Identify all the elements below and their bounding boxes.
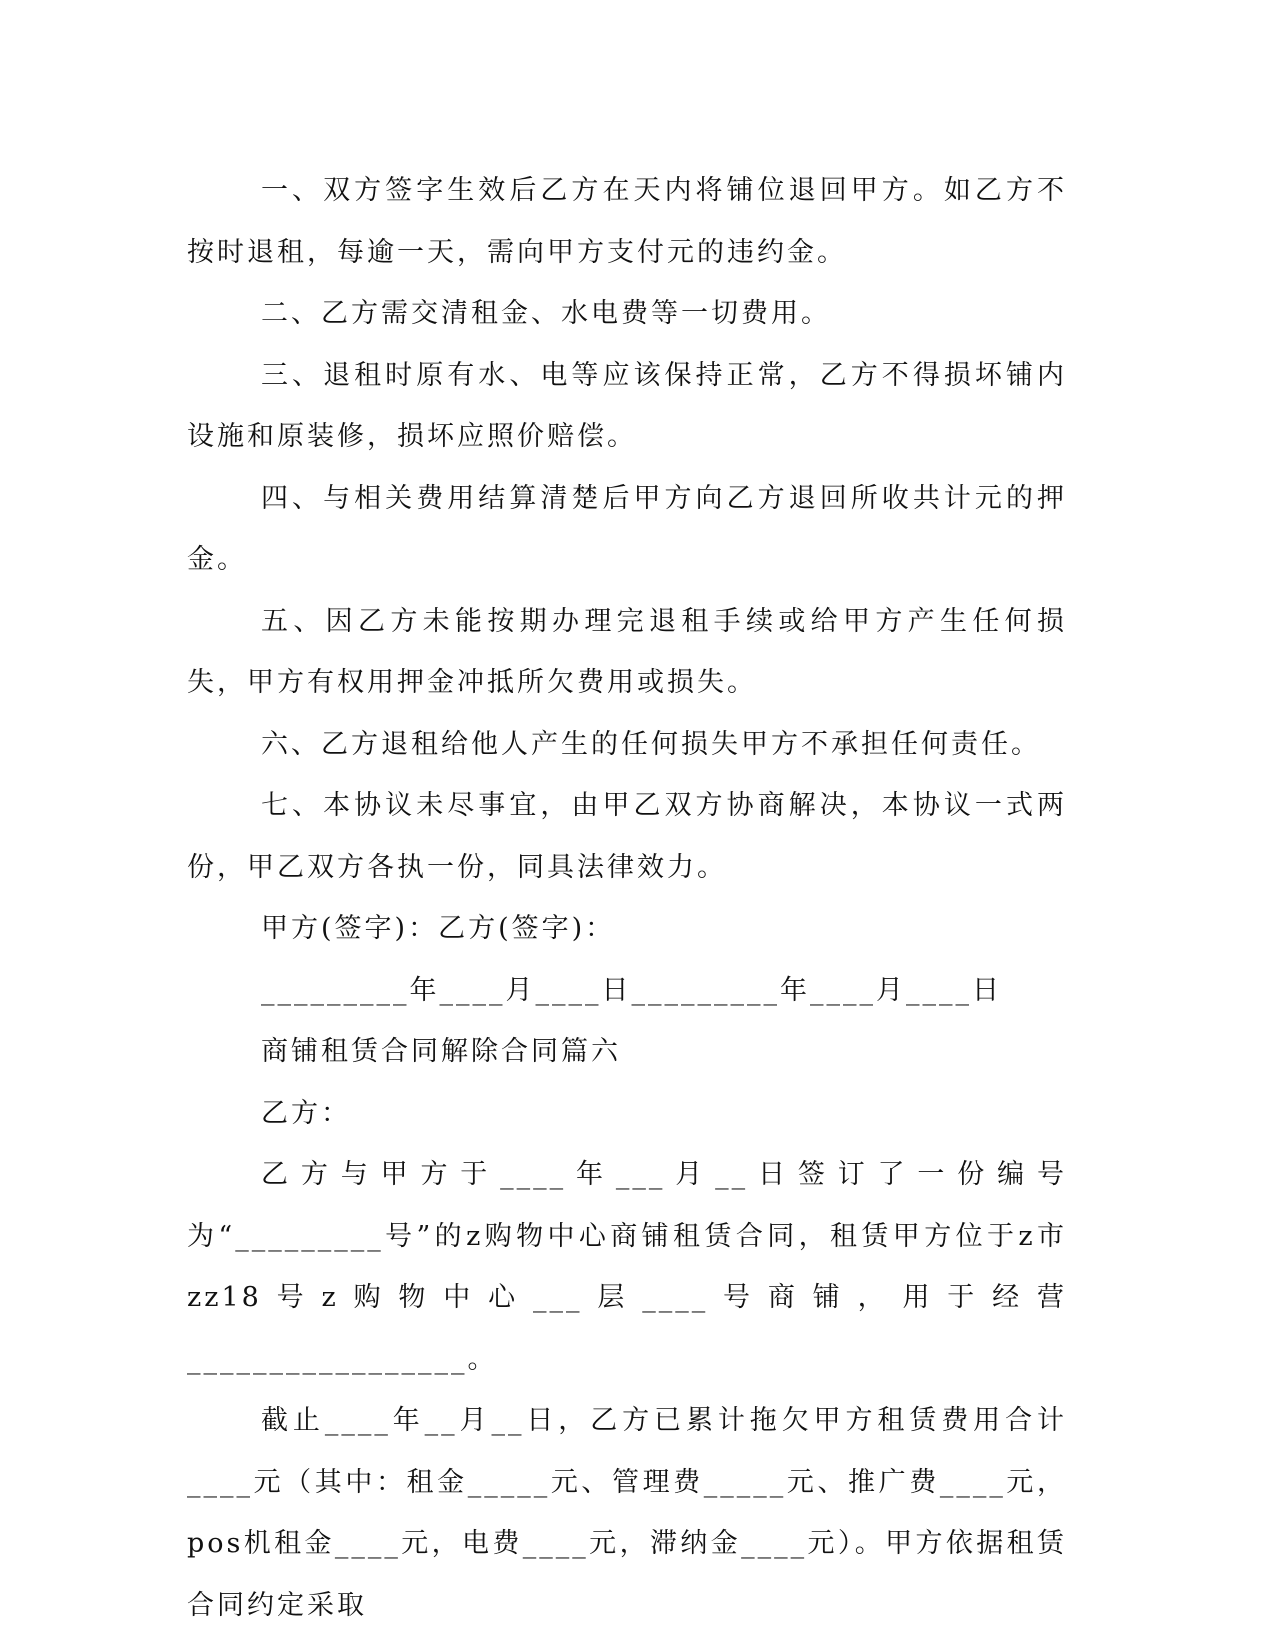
- clause-2: 二、乙方需交清租金、水电费等一切费用。: [261, 298, 831, 329]
- document-body: [187, 160, 1067, 1636]
- addressee-line: 乙方：: [261, 1097, 351, 1129]
- body-paragraph-contract: 乙方与甲方于____年___月__日签订了一份编号为“_________号”的z购物中心商铺租赁合同，租赁甲方位于z市zz18号z购物中心___层____号商铺，用于经营_________________。: [187, 1159, 1067, 1375]
- clause-4: 四、与相关费用结算清楚后甲方向乙方退回所收共计元的押金。: [187, 482, 1067, 575]
- clause-1: 一、双方签字生效后乙方在天内将铺位退回甲方。如乙方不按时退租，每逾一天，需向甲方支付元的违约金。: [187, 175, 1067, 268]
- section-title: 商铺租赁合同解除合同篇六: [261, 1036, 621, 1067]
- clause-6: 六、乙方退租给他人产生的任何损失甲方不承担任何责任。: [261, 728, 1041, 760]
- clause-7: 七、本协议未尽事宜，由甲乙双方协商解决，本协议一式两份，甲乙双方各执一份，同具法律效力。: [187, 790, 1067, 883]
- date-line: _________年____月____日_________年____月____日: [261, 974, 1002, 1006]
- body-paragraph-arrears: 截止____年__月__日，乙方已累计拖欠甲方租赁费用合计____元（其中：租金_____元、管理费_____元、推广费____元，pos机租金____元，电费____元，滞纳金____元）。甲方依据租赁合同约定采取: [187, 1405, 1067, 1621]
- signature-line: 甲方(签字)：乙方(签字)：: [261, 913, 616, 944]
- clause-5: 五、因乙方未能按期办理完退租手续或给甲方产生任何损失，甲方有权用押金冲抵所欠费用或损失。: [187, 605, 1067, 698]
- clause-3: 三、退租时原有水、电等应该保持正常，乙方不得损坏铺内设施和原装修，损坏应照价赔偿。: [187, 359, 1067, 452]
